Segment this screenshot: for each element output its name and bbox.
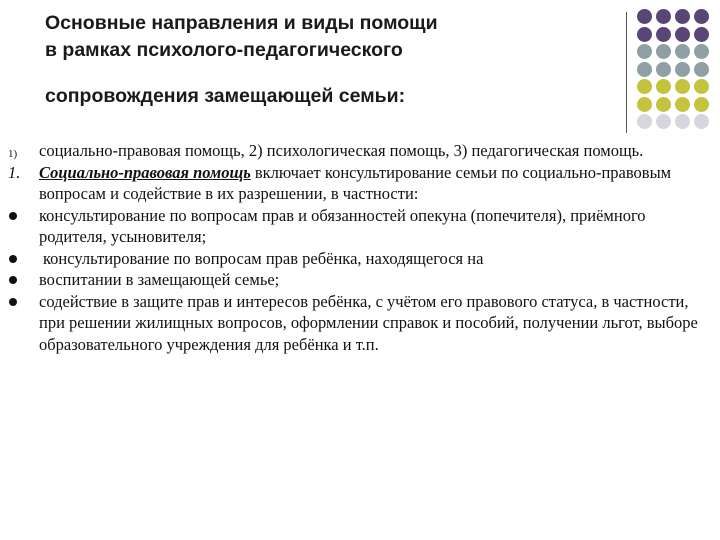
decorative-dot <box>656 44 671 59</box>
list-item-2 <box>0 162 700 205</box>
bullet-text: консультирование по вопросам прав ребёнка, находящегося на <box>43 248 484 268</box>
decorative-dot <box>694 114 709 129</box>
decorative-dot <box>694 97 709 112</box>
title-line-1: Основные направления и виды помощи <box>45 12 438 34</box>
decorative-dot <box>675 27 690 42</box>
bullet-text: воспитании в замещающей семье; <box>39 270 280 289</box>
bullet-icon <box>9 212 17 220</box>
decorative-dot <box>656 9 671 24</box>
decorative-dot <box>637 114 652 129</box>
decorative-dot <box>675 114 690 129</box>
item-text: социально-правовая помощь, 2) психологическая помощь, 3) педагогическая помощь. <box>39 141 644 160</box>
decorative-dot <box>694 62 709 77</box>
decorative-dot <box>656 27 671 42</box>
decorative-dot <box>675 97 690 112</box>
title-line-2: в рамках психолого-педагогического <box>45 39 403 61</box>
decorative-dot <box>656 114 671 129</box>
divider-line <box>626 12 627 133</box>
decorative-dot <box>675 79 690 94</box>
decorative-dot <box>637 62 652 77</box>
decorative-dot <box>694 79 709 94</box>
title-line-3: сопровождения замещающей семьи: <box>45 85 406 107</box>
decorative-dot <box>637 79 652 94</box>
item-marker: 1. <box>8 162 21 182</box>
bullet-text: содействие в защите прав и интересов ребёнка, с учётом его правового статуса, в частности, при решении жилищных вопросов, оформлении справок и пособий, получении льгот, выборе образовательного учреждения для ребёнка и т.п. <box>39 291 698 354</box>
decorative-dot <box>675 9 690 24</box>
decorative-dot <box>637 44 652 59</box>
emphasis-term: Социально-правовая помощь <box>39 162 251 182</box>
slide-title <box>45 10 605 110</box>
list-item-1 <box>0 140 700 162</box>
decorative-dot-grid <box>637 9 713 132</box>
decorative-dot <box>656 79 671 94</box>
bullet-item <box>0 269 700 291</box>
decorative-dot <box>675 44 690 59</box>
decorative-dot <box>637 27 652 42</box>
bullet-item <box>0 291 700 356</box>
decorative-dot <box>656 62 671 77</box>
bullet-icon <box>9 298 17 306</box>
bullet-text: консультирование по вопросам прав и обязанностей опекуна (попечителя), приёмного родителя, усыновителя; <box>39 205 646 246</box>
bullet-item <box>0 205 700 248</box>
bullet-item <box>0 248 700 270</box>
decorative-dot <box>656 97 671 112</box>
decorative-dot <box>694 9 709 24</box>
decorative-dot <box>637 97 652 112</box>
decorative-dot <box>675 62 690 77</box>
decorative-dot <box>694 44 709 59</box>
item-text: включает консультирование семьи по социально-правовым вопросам и содействие в их разрешении, в частности: <box>39 162 672 203</box>
decorative-dot <box>694 27 709 42</box>
bullet-icon <box>9 276 17 284</box>
bullet-icon <box>9 255 17 263</box>
slide-body <box>0 140 700 355</box>
decorative-dot <box>637 9 652 24</box>
item-marker: 1) <box>8 148 18 160</box>
